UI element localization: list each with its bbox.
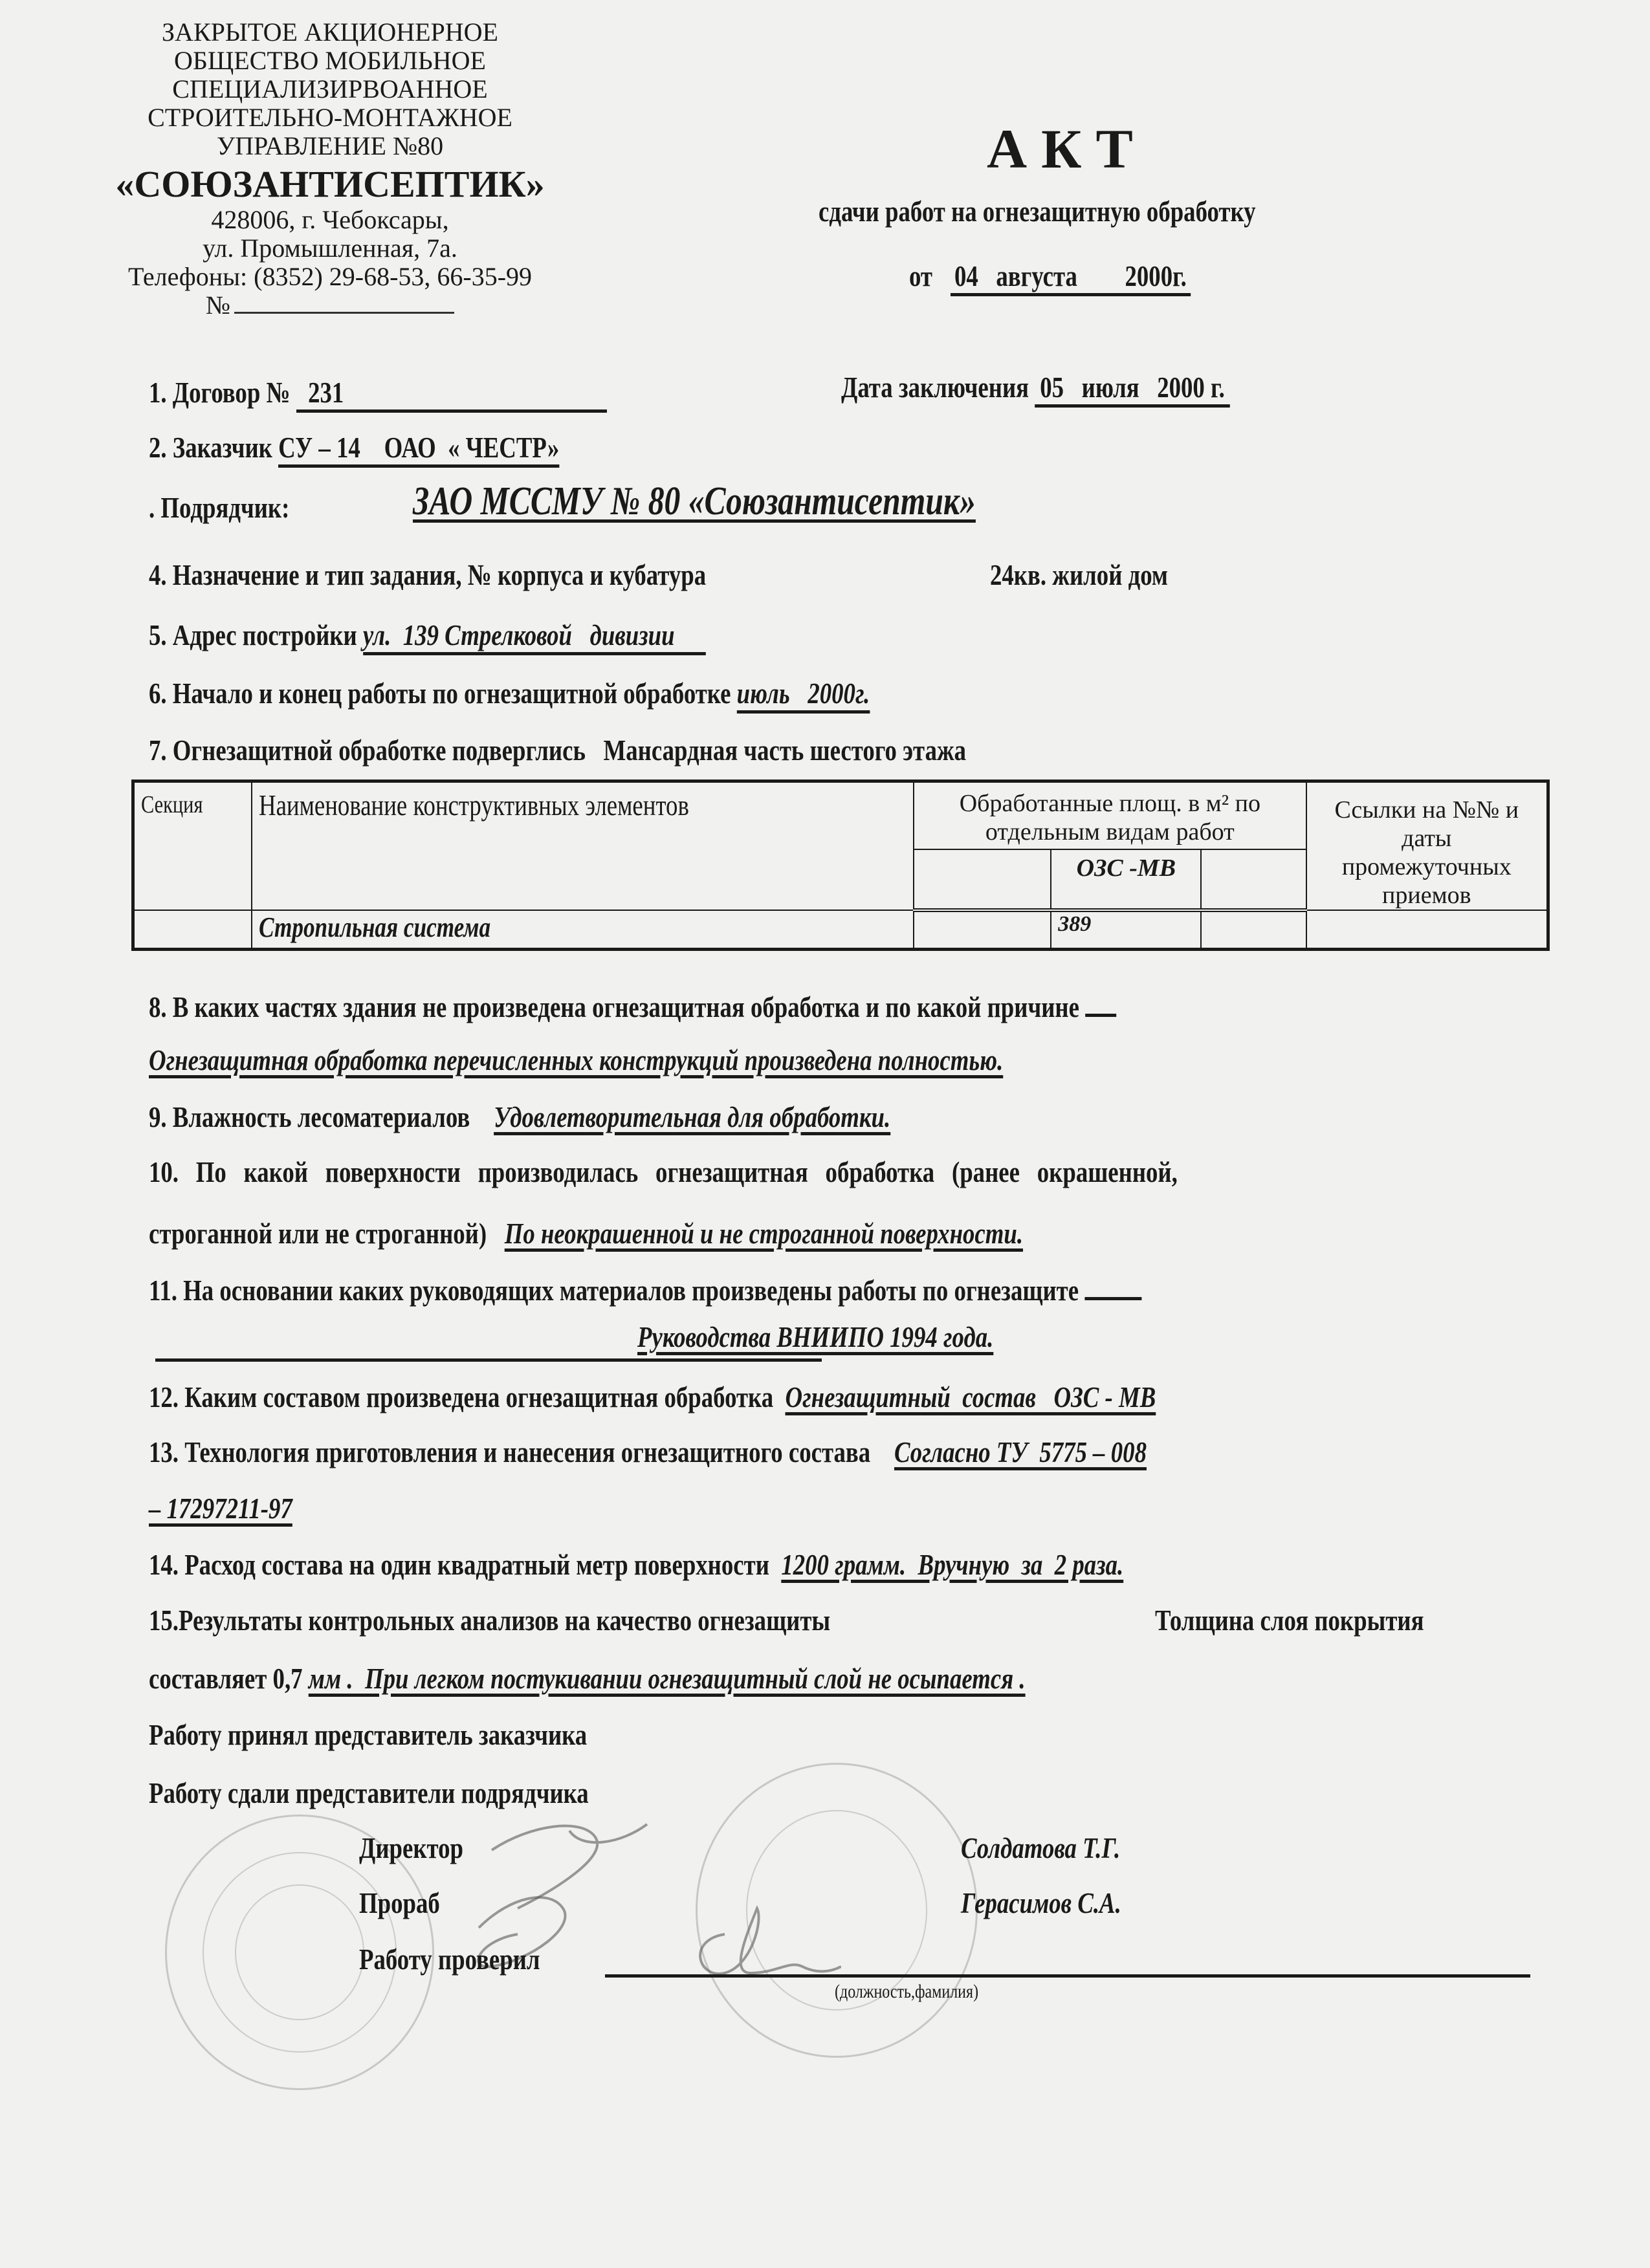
contractor-label: . Подрядчик: — [149, 491, 290, 524]
field-purpose — [149, 558, 845, 592]
header-area-sub-3 — [1201, 849, 1306, 910]
q15-value-1: Толщина слоя покрытия — [1155, 1604, 1424, 1637]
q13-value-1: Согласно ТУ 5775 – 008 — [894, 1435, 1147, 1468]
director-signature — [492, 1824, 647, 1908]
cell-section — [133, 910, 252, 949]
director-name: Солдатова Т.Г. — [961, 1831, 1121, 1864]
phones: Телефоны: (8352) 29-68-53, 66-35-99 — [127, 262, 533, 291]
director-label: Директор — [359, 1831, 463, 1864]
letterhead-line: СПЕЦИАЛИЗИРВОАННОЕ — [172, 74, 488, 104]
question-12 — [149, 1380, 1407, 1414]
letterhead-line: ЗАКРЫТОЕ АКЦИОНЕРНОЕ — [162, 17, 498, 47]
period-value: июль 2000г. — [737, 676, 870, 714]
cell-refs — [1306, 910, 1548, 949]
foreman-label: Прораб — [359, 1886, 440, 1919]
q15-label: 15.Результаты контрольных анализов на качество огнезащиты — [149, 1604, 831, 1637]
field-contractor — [149, 490, 325, 525]
q11-value: Руководства ВНИИПО 1994 года. — [637, 1320, 994, 1353]
treated-label: 7. Огнезащитной обработке подверглись — [149, 734, 586, 767]
q12-value: Огнезащитный состав ОЗС - МВ — [785, 1380, 1156, 1413]
q9-value: Удовлетворительная для обработки. — [494, 1100, 891, 1133]
handwritten-signatures — [453, 1811, 841, 2025]
handed-by-label: Работу сдали представители подрядчика — [149, 1776, 589, 1809]
question-10 — [149, 1155, 1546, 1189]
q11-label: 11. На основании каких руководящих материалов произведены работы по огнезащите — [149, 1274, 1079, 1307]
document-date — [909, 259, 1261, 296]
checked-caption: (должность,фамилия) — [835, 1981, 979, 2002]
question-14 — [149, 1547, 1367, 1582]
header-name: Наименование конструктивных элементов — [252, 781, 914, 911]
checked-label: Работу проверил — [359, 1943, 540, 1976]
header-section: Секция — [133, 781, 252, 911]
cell-name: Стропильная система — [252, 910, 914, 949]
date-value: 04 августа 2000г. — [951, 259, 1191, 296]
date-prefix: от — [909, 259, 932, 292]
q12-label: 12. Каким составом произведена огнезащитная обработка — [149, 1380, 774, 1413]
cell-area-1 — [914, 910, 1051, 949]
q10-value: По неокрашенной и не строганной поверхности. — [504, 1217, 1024, 1250]
accepted-by-label: Работу принял представитель заказчика — [149, 1718, 588, 1751]
q8-label: 8. В каких частях здания не произведена огнезащитная обработка и по какой причине — [149, 990, 1079, 1023]
field-contract — [149, 375, 721, 413]
q13-label: 13. Технология приготовления и нанесения огнезащитного состава — [149, 1435, 871, 1468]
number-blank — [234, 312, 454, 314]
q15-value-2: мм . При легком постукивании огнезащитный слой не осыпается . — [308, 1662, 1026, 1695]
purpose-value: 24кв. жилой дом — [990, 558, 1168, 591]
header-refs: Ссылки на №№ и даты промежуточных приемов — [1306, 781, 1548, 911]
contract-label: 1. Договор № — [149, 376, 291, 409]
header-area: Обработанные площ. в м² по отдельным видам работ — [914, 781, 1306, 850]
customer-value: СУ – 14 ОАО « ЧЕСТР» — [278, 430, 559, 468]
foreman-name: Герасимов С.А. — [961, 1886, 1121, 1919]
contractor-value: ЗАО МССМУ № 80 «Союзантисептик» — [413, 479, 976, 523]
question-9 — [149, 1100, 1076, 1134]
q14-label: 14. Расход состава на один квадратный метр поверхности — [149, 1548, 769, 1581]
question-15 — [149, 1603, 1000, 1637]
question-8 — [149, 990, 1358, 1024]
q9-label: 9. Влажность лесоматериалов — [149, 1100, 470, 1133]
header-area-sub-1 — [914, 849, 1051, 910]
question-13 — [149, 1435, 1396, 1469]
cell-area-3 — [1201, 910, 1306, 949]
checked-signature-line — [605, 1974, 1530, 1978]
q14-value: 1200 грамм. Вручную за 2 раза. — [781, 1548, 1124, 1581]
address-label: 5. Адрес постройки — [149, 618, 357, 651]
field-conclusion-date — [841, 370, 1327, 408]
question-11 — [149, 1273, 1390, 1307]
inspector-signature — [700, 1908, 841, 1974]
address-value: ул. 139 Стрелковой дивизии — [363, 618, 706, 655]
outgoing-number — [104, 291, 556, 320]
period-label: 6. Начало и конец работы по огнезащитной обработке — [149, 677, 731, 710]
field-address — [149, 618, 845, 655]
works-table — [131, 780, 1550, 951]
document-title: АКТ — [987, 118, 1147, 180]
contract-value: 231 — [296, 375, 607, 413]
customer-label: 2. Заказчик — [149, 431, 272, 464]
purpose-label: 4. Назначение и тип задания, № корпуса и кубатура — [149, 558, 707, 591]
letterhead-line: УПРАВЛЕНИЕ №80 — [216, 131, 444, 160]
q15-value-2-prefix: составляет 0,7 — [149, 1662, 303, 1695]
letterhead-line: ОБЩЕСТВО МОБИЛЬНОЕ — [174, 46, 486, 75]
number-label: № — [205, 290, 231, 320]
cell-area-2: 389 — [1051, 910, 1201, 949]
address-line-1: 428006, г. Чебоксары, — [211, 205, 449, 234]
field-treated — [149, 733, 1171, 767]
q13-value-2: – 17297211-97 — [149, 1492, 292, 1525]
conclusion-label: Дата заключения — [841, 371, 1029, 404]
field-period — [149, 676, 1050, 714]
q10-label-2: строганной или не строганной) — [149, 1217, 487, 1250]
conclusion-value: 05 июля 2000 г. — [1035, 370, 1230, 408]
address-line-2: ул. Промышленная, 7а. — [203, 234, 457, 263]
letterhead-line: СТРОИТЕЛЬНО-МОНТАЖНОЕ — [148, 103, 512, 132]
q8-value: Огнезащитная обработка перечисленных конструкций произведена полностью. — [149, 1043, 1004, 1076]
company-brand: «СОЮЗАНТИСЕПТИК» — [115, 163, 545, 205]
letterhead — [104, 18, 556, 320]
table-row — [133, 910, 1548, 949]
q10-label-1: 10. По какой поверхности производилась огнезащитная обработка (ранее окрашенной, — [149, 1155, 1178, 1188]
document-subtitle: сдачи работ на огнезащитную обработку — [819, 195, 1256, 228]
contractor-value-wrap — [413, 479, 1116, 525]
field-customer — [149, 430, 662, 468]
header-area-sub-2: ОЗС -МВ — [1051, 849, 1201, 910]
treated-value: Мансардная часть шестого этажа — [603, 734, 967, 767]
